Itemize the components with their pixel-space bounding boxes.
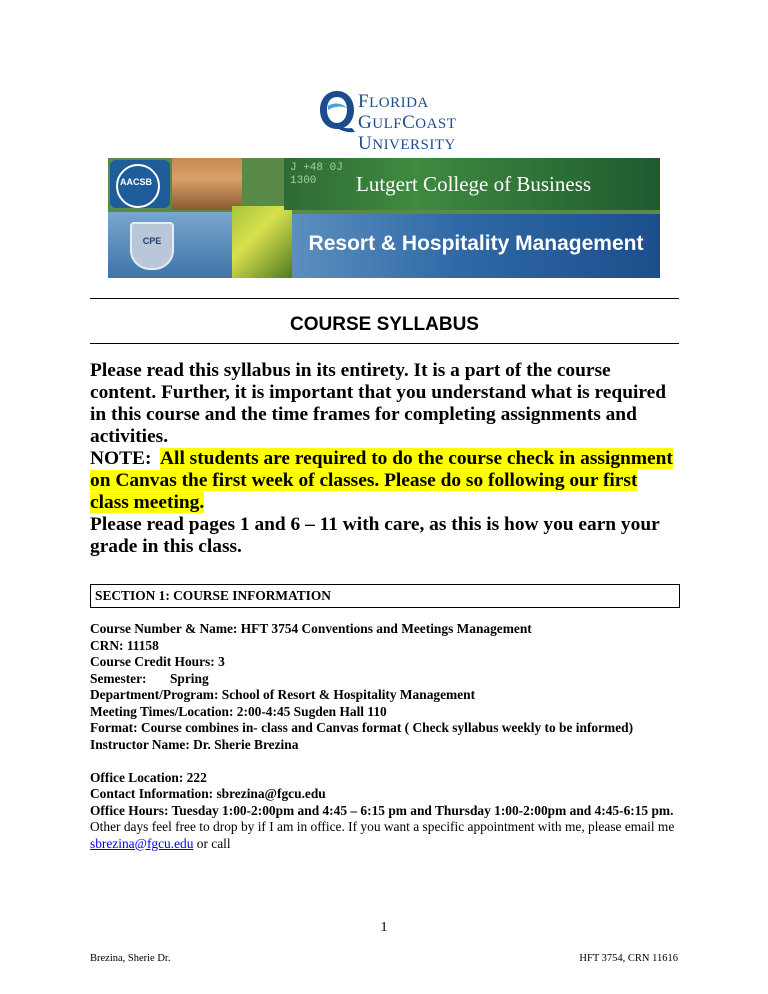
office-hours: Office Hours: Tuesday 1:00-2:00pm and 4:45 – 6:15 pm and Thursday 1:00-2:00pm and 4:45-6:15 pm. <box>90 802 674 818</box>
department: Department/Program: School of Resort & Hospitality Management <box>90 687 476 702</box>
fgcu-logo <box>318 88 498 154</box>
office-location: Office Location: 222 <box>90 769 207 785</box>
course-info <box>90 621 680 852</box>
palm-photo <box>232 206 292 278</box>
intro-paragraph: Please read this syllabus in its entirety. It is a part of the course content. Further, it is important that you understand what is required in this course and the time frames for completing assignments and activities. <box>90 360 667 447</box>
note-paragraph <box>90 448 680 514</box>
page-title: COURSE SYLLABUS <box>290 314 479 335</box>
credit-hours: Course Credit Hours: 3 <box>90 654 225 669</box>
appointment-note: Other days feel free to drop by if I am in office. If you want a specific appointment with me, please email me sbrezina@fgcu.edu or call <box>90 819 675 851</box>
contact-info: Contact Information: sbrezina@fgcu.edu <box>90 786 326 801</box>
college-name: Lutgert College of Business <box>356 172 592 196</box>
instructor-name: Instructor Name: Dr. Sherie Brezina <box>90 736 299 752</box>
course-number-name: Course Number & Name: HFT 3754 Conventions and Meetings Management <box>90 621 532 636</box>
logo-line-university: UNIVERSITY <box>358 133 456 154</box>
top-rule <box>90 298 679 299</box>
crn: CRN: 11158 <box>90 637 159 653</box>
shield-text: CPE <box>142 236 162 246</box>
building-photo <box>172 158 242 210</box>
note-label: NOTE: <box>90 448 152 469</box>
footer-author: Brezina, Sherie Dr. <box>90 953 171 964</box>
logo-line-gulf-coast: GULFCOAST <box>358 112 457 133</box>
footer-course: HFT 3754, CRN 11616 <box>579 953 678 964</box>
aacsb-badge <box>110 160 170 208</box>
page-number: 1 <box>380 920 388 935</box>
section-title: SECTION 1: COURSE INFORMATION <box>95 588 331 603</box>
program-name: Resort & Hospitality Management <box>308 232 644 255</box>
intro-block <box>90 360 680 558</box>
section-header-box <box>90 584 680 608</box>
meeting-times: Meeting Times/Location: 2:00-4:45 Sugden Hall 110 <box>90 703 387 719</box>
semester: Semester: Spring <box>90 670 209 686</box>
shield-icon <box>130 222 174 270</box>
note-highlight: All students are required to do the course check in assignment on Canvas the first week of classes. Please do so following our first class meeting. <box>90 448 673 513</box>
format: Format: Course combines in- class and Canvas format ( Check syllabus weekly to be informed) <box>90 720 634 735</box>
title-rule <box>90 343 679 344</box>
email-link[interactable]: sbrezina@fgcu.edu <box>90 835 194 851</box>
banner-numbers: J +48 0J 1300 <box>290 162 343 187</box>
aacsb-badge-text: AACSB <box>119 177 152 187</box>
college-banner <box>108 158 660 278</box>
fgcu-q-logo-icon <box>318 88 356 134</box>
pages-paragraph: Please read pages 1 and 6 – 11 with care, as this is how you earn your grade in this class. <box>90 514 660 557</box>
logo-line-florida: FLORIDA <box>358 91 429 112</box>
